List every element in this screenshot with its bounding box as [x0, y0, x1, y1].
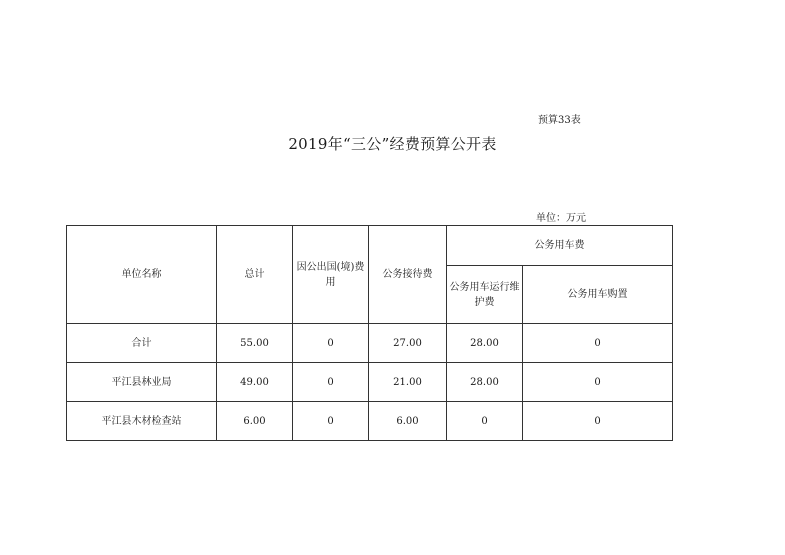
cell-reception: 6.00	[369, 402, 447, 441]
cell-vehicle-operation: 28.00	[447, 324, 523, 363]
cell-abroad: 0	[293, 402, 369, 441]
cell-unit-name: 平江县林业局	[67, 363, 217, 402]
cell-vehicle-purchase: 0	[523, 402, 673, 441]
header-vehicle-operation: 公务用车运行维护费	[447, 266, 523, 324]
budget-table	[66, 225, 673, 441]
cell-total: 55.00	[217, 324, 293, 363]
cell-vehicle-operation: 28.00	[447, 363, 523, 402]
header-reception: 公务接待费	[369, 226, 447, 324]
header-vehicle-purchase: 公务用车购置	[523, 266, 673, 324]
table-row	[67, 324, 673, 363]
unit-label: 单位：万元	[536, 213, 586, 224]
page-title: 2019年“三公”经费预算公开表	[288, 135, 497, 153]
cell-vehicle-operation: 0	[447, 402, 523, 441]
cell-abroad: 0	[293, 363, 369, 402]
header-total: 总计	[217, 226, 293, 324]
cell-vehicle-purchase: 0	[523, 363, 673, 402]
form-number: 预算33表	[538, 115, 581, 126]
table-header-row	[67, 226, 673, 266]
cell-total: 6.00	[217, 402, 293, 441]
header-vehicle: 公务用车费	[447, 226, 673, 266]
cell-vehicle-purchase: 0	[523, 324, 673, 363]
table-row	[67, 363, 673, 402]
cell-reception: 27.00	[369, 324, 447, 363]
header-unit-name: 单位名称	[67, 226, 217, 324]
cell-unit-name: 合计	[67, 324, 217, 363]
cell-unit-name: 平江县木材检查站	[67, 402, 217, 441]
cell-total: 49.00	[217, 363, 293, 402]
table-row	[67, 402, 673, 441]
cell-reception: 21.00	[369, 363, 447, 402]
cell-abroad: 0	[293, 324, 369, 363]
header-abroad: 因公出国(境)费用	[293, 226, 369, 324]
